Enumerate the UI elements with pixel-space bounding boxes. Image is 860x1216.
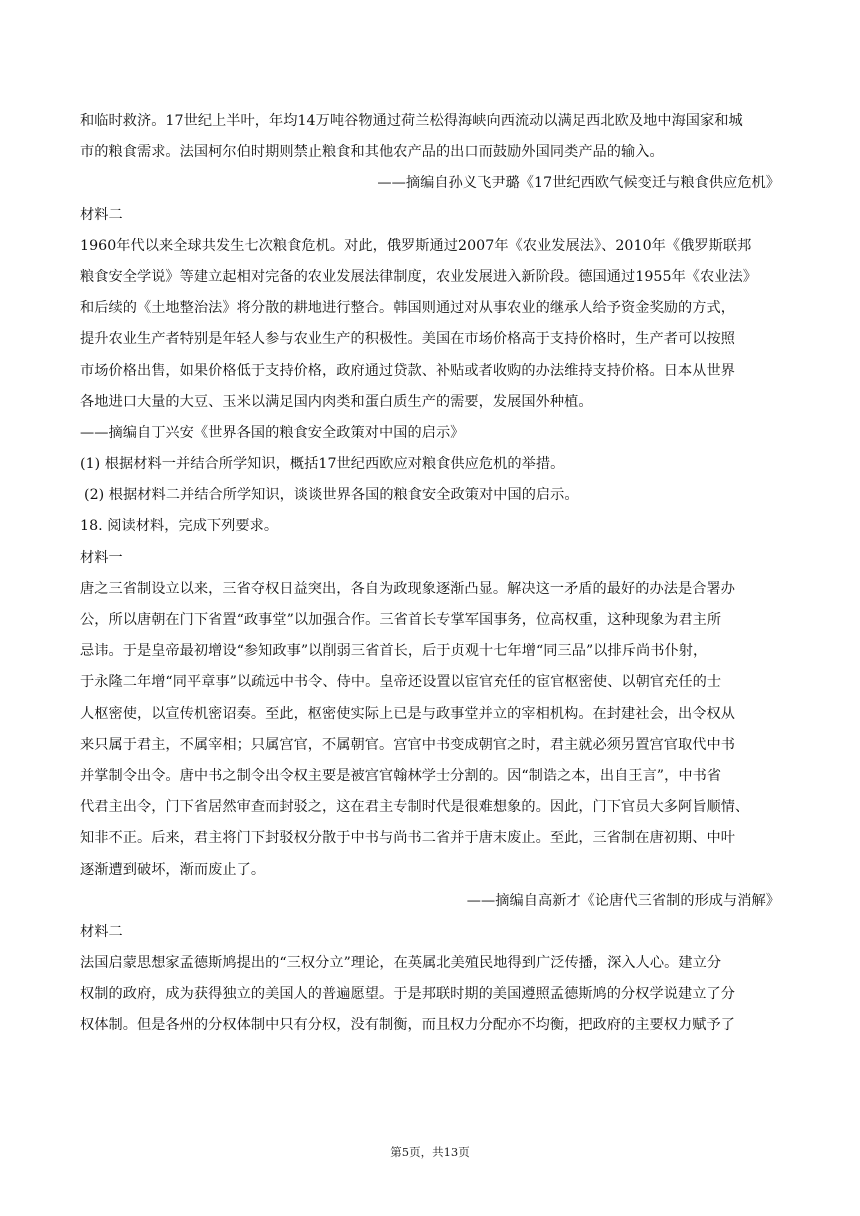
text-line: 忌讳。于是皇帝最初增设“参知政事”以削弱三省首长，后于贞观十七年增“同三品”以排斥尚书仆射， <box>80 643 708 660</box>
question-heading: 18. 阅读材料，完成下列要求。 <box>80 518 279 535</box>
text-line: 和临时救济。17世纪上半叶，年均14万吨谷物通过荷兰松得海峡向西流动以满足西北欧及地中海国家和城 <box>80 113 743 129</box>
text-line: 市场价格出售，如果价格低于支持价格，政府通过贷款、补贴或者收购的办法维持支持价格。日本从世界 <box>80 362 735 379</box>
text-line: 市的粮食需求。法国柯尔伯时期则禁止粮食和其他农产品的出口而鼓励外国同类产品的输入。 <box>80 144 664 161</box>
source-citation: ——摘编自丁兴安《世界各国的粮食安全政策对中国的启示》 <box>80 424 465 441</box>
text-line: 人枢密使，以宣传机密诏奏。至此，枢密使实际上已是与政事堂并立的宰相机构。在封建社会，出令权从 <box>80 705 735 722</box>
source-citation: ——摘编自孙义飞尹璐《17世纪西欧气候变迁与粮食供应危机》 <box>377 175 780 192</box>
text-line: 各地进口大量的大豆、玉米以满足国内肉类和蛋白质生产的需要，发展国外种植。 <box>80 393 593 410</box>
material-heading: 材料二 <box>80 923 123 940</box>
text-line: 1960年代以来全球共发生七次粮食危机。对此，俄罗斯通过2007年《农业发展法》、2010年《俄罗斯联邦 <box>80 237 752 254</box>
text-line: 和后续的《土地整治法》将分散的耕地进行整合。韩国则通过对从事农业的继承人给予资金奖励的方式， <box>80 300 735 317</box>
text-line: 权制的政府，成为获得独立的美国人的普遍愿望。于是邦联时期的美国遵照孟德斯鸠的分权学说建立了分 <box>80 986 735 1003</box>
page-number: 第5页，共13页 <box>390 1145 470 1159</box>
question-item: (2) 根据材料二并结合所学知识，谈谈世界各国的粮食安全政策对中国的启示。 <box>84 487 579 504</box>
material-heading: 材料二 <box>80 206 123 223</box>
text-line: 来只属于君主，不属宰相；只属宫官，不属朝官。宫官中书变成朝官之时，君主就必须另置宫官取代中书 <box>80 736 735 753</box>
question-item: (1) 根据材料一并结合所学知识，概括17世纪西欧应对粮食供应危机的举措。 <box>80 456 565 473</box>
text-line: 知非不正。后来，君主将门下封驳权分散于中书与尚书二省并于唐末废止。至此，三省制在唐初期、中叶 <box>80 830 735 847</box>
text-line: 提升农业生产者特别是年轻人参与农业生产的积极性。美国在市场价格高于支持价格时，生产者可以按照 <box>80 331 735 348</box>
text-line: 并掌制令出令。唐中书之制令出令权主要是被宫官翰林学士分割的。因“制诰之本，出自王言”，中书省 <box>80 767 722 784</box>
text-line: 权体制。但是各州的分权体制中只有分权，没有制衡，而且权力分配亦不均衡，把政府的主要权力赋予了 <box>80 1017 735 1034</box>
text-line: 唐之三省制设立以来，三省夺权日益突出，各自为政现象逐渐凸显。解决这一矛盾的最好的办法是合署办 <box>80 580 735 597</box>
source-citation: ——摘编自高新才《论唐代三省制的形成与消解》 <box>466 892 780 909</box>
text-line: 于永隆二年增“同平章事”以疏远中书令、侍中。皇帝还设置以宦官充任的宦官枢密使、以朝官充任的士 <box>80 674 722 691</box>
text-line: 公，所以唐朝在门下省置“政事堂”以加强合作。三省首长专掌军国事务，位高权重，这种现象为君主所 <box>80 612 722 628</box>
text-line: 代君主出令，门下省居然审查而封驳之，这在君主专制时代是很难想象的。因此，门下官员大多阿旨顺情、 <box>80 799 750 816</box>
material-heading: 材料一 <box>80 549 123 566</box>
document-page <box>80 106 780 1042</box>
text-line: 粮食安全学说》等建立起相对完备的农业发展法律制度，农业发展进入新阶段。德国通过1955年《农业法》 <box>80 268 757 285</box>
text-line: 法国启蒙思想家孟德斯鸠提出的“三权分立”理论，在英属北美殖民地得到广泛传播，深入人心。建立分 <box>80 955 722 972</box>
text-line: 逐渐遭到破坏，渐而废止了。 <box>80 861 266 878</box>
